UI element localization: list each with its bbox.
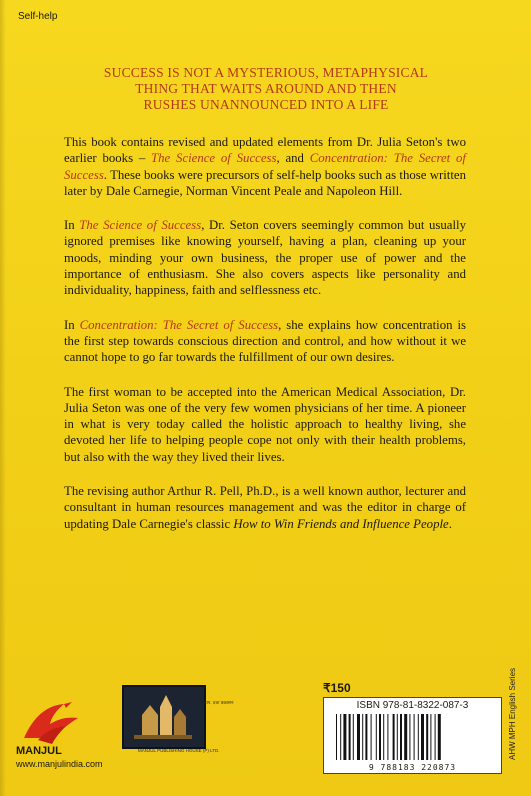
headline-line: SUCCESS IS NOT A MYSTERIOUS, METAPHYSICAL xyxy=(103,65,429,80)
imprint-logo-icon xyxy=(122,685,206,749)
text-run: The revising author Arthur R. Pell, Ph.D., is a well known author, lecturer and consultant in human resources management and was the editor in charge of updating Dale Carnegie's classic xyxy=(64,484,466,531)
barcode-icon xyxy=(334,714,491,760)
paragraph-science xyxy=(64,217,466,298)
paragraph-author-bio: The first woman to be accepted into the American Medical Association, Dr. Julia Seton was one of the very few women physicians of her time. A pioneer in what is very today called the holistic approach to healthy living, she devoted her life to helping people cope not only with their health problems, but also with the way they lived their lives. xyxy=(64,384,466,464)
headline-line: THING THAT WAITS AROUND AND THEN xyxy=(135,81,397,96)
book-title: The Science of Success xyxy=(79,218,202,233)
text-run: , Dr. Seton covers seemingly common but usually ignored premises like knowing yourself, having a plan, cleaning up your moods, minding your own business, the proper use of power and the importance of enthusiasm. She also covers aspects like personality and individuality, happiness, faith and selflessness etc. xyxy=(64,218,466,298)
book-title: Concentration: The Secret of Success xyxy=(64,151,466,182)
barcode-number: 9 788183 220873 xyxy=(368,763,457,772)
publisher-name: MANJUL xyxy=(16,745,62,757)
text-run: This book contains revised and updated elements from Dr. Julia Seton's two earlier books – xyxy=(64,135,466,166)
series-label: AHW MPH English Series xyxy=(508,667,517,760)
text-run: In xyxy=(64,317,80,332)
imprint-text: ताप. दत्ता प्रकाशन xyxy=(204,700,234,705)
imprint-caption: MANJUL PUBLISHING HOUSE (P) LTD. xyxy=(138,748,220,753)
paragraph-concentration xyxy=(64,317,466,366)
isbn-barcode-box xyxy=(323,697,502,774)
paragraph-reviser xyxy=(64,483,466,532)
text-run: , she explains how concentration is the first step towards conscious direction and control, and how without it we cannot hope to go far towards the fulfillment of our own desires. xyxy=(64,317,466,365)
category-label: Self-help xyxy=(18,11,58,22)
book-title: The Science of Success xyxy=(151,151,277,166)
paragraph-intro xyxy=(64,134,466,199)
headline-line: RUSHES UNANNOUNCED INTO A LIFE xyxy=(143,97,389,112)
price-label: ₹150 xyxy=(323,681,351,695)
isbn-label: ISBN 978-81-8322-087-3 xyxy=(356,700,469,711)
text-run: , and xyxy=(276,151,310,166)
book-title: How to Win Friends and Influence People xyxy=(233,516,449,531)
headline xyxy=(50,65,482,113)
website-url: www.manjulindia.com xyxy=(16,759,103,769)
text-run: In xyxy=(64,218,80,233)
text-run: . These books were precursors of self-help books such as those written later by Dale Carnegie, Norman Vincent Peale and Napoleon Hill. xyxy=(64,167,466,198)
blurb xyxy=(64,134,466,550)
temple-icon xyxy=(124,687,200,743)
text-run: . xyxy=(448,516,452,531)
book-title: Concentration: The Secret of Success xyxy=(79,317,279,332)
